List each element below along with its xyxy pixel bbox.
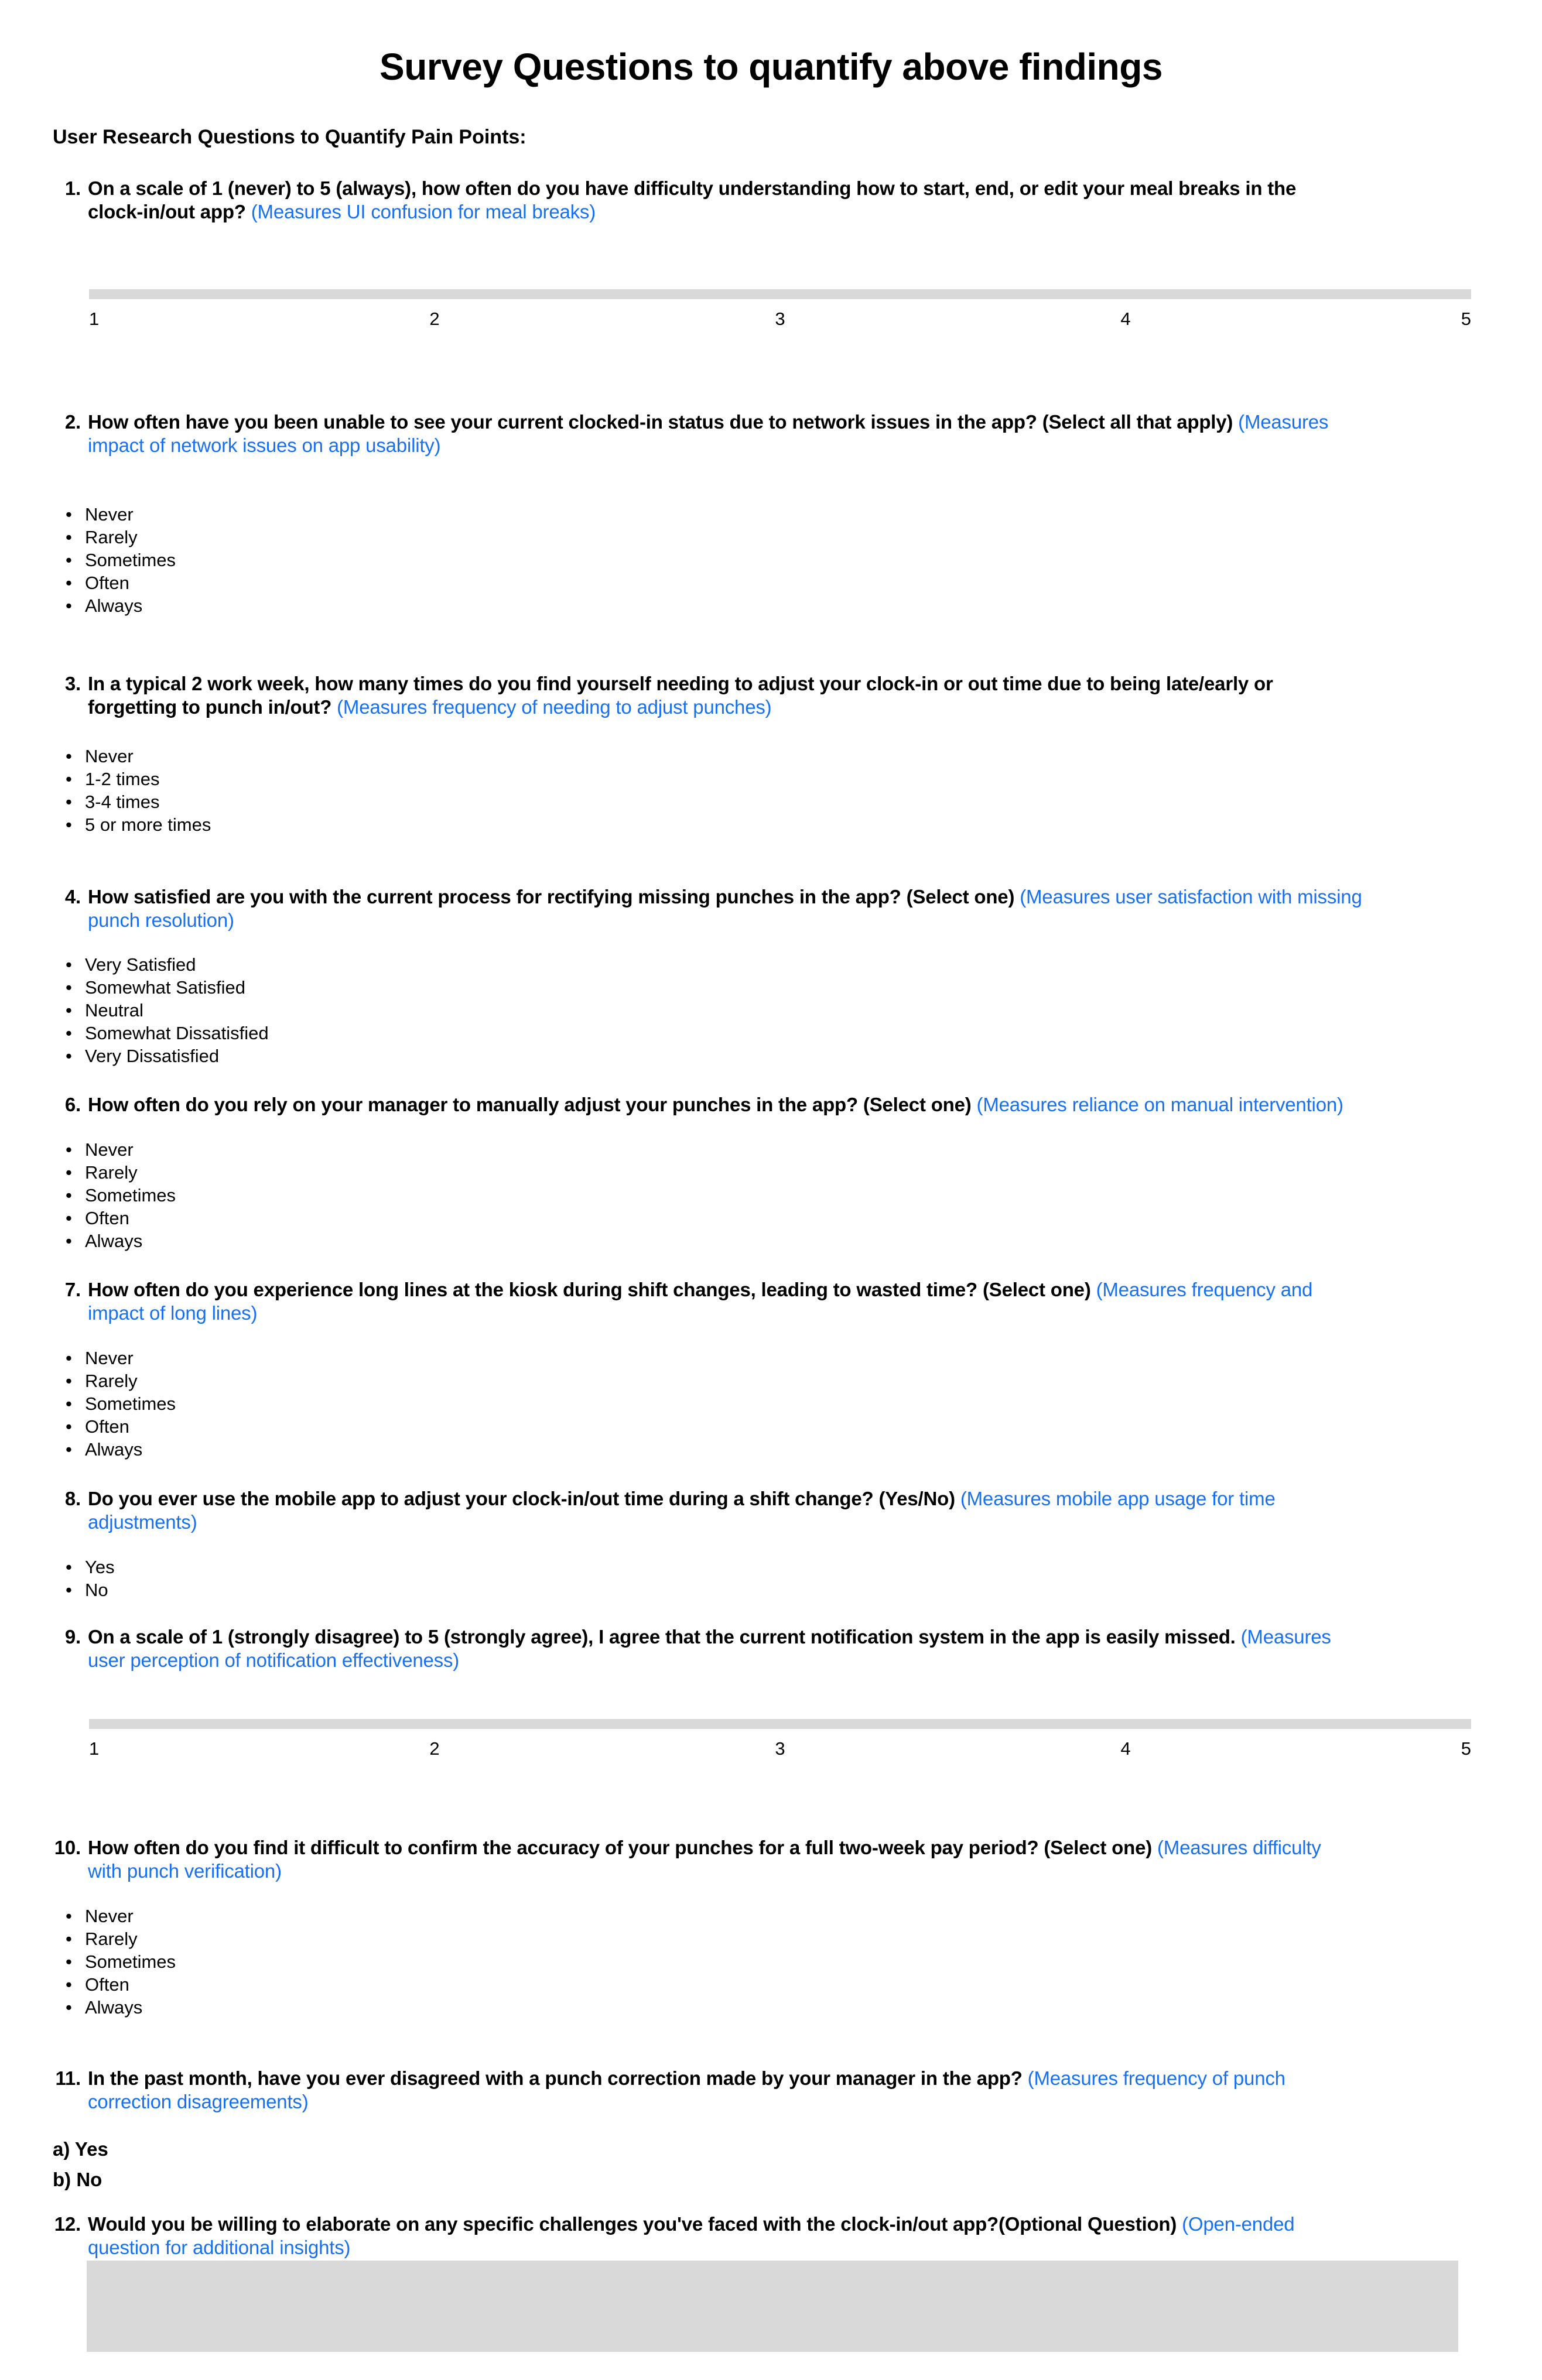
- scale-2: [89, 1719, 1471, 1759]
- question-text: How often have you been unable to see your current clocked-in status due to network issues in the app? (Select all that apply): [88, 411, 1239, 433]
- measure-note: punch resolution): [88, 909, 234, 931]
- option-item: • Somewhat Dissatisfied: [53, 1022, 1542, 1045]
- scale-1: [89, 289, 1471, 330]
- question-number: 9.: [64, 1626, 81, 1648]
- option-item: a) Yes: [53, 2138, 108, 2160]
- question-text: On a scale of 1 (strongly disagree) to 5 (strongly agree), I agree that the current notification system in the app is easily missed.: [88, 1626, 1241, 1648]
- question-text: In a typical 2 work week, how many times do you find yourself needing to adjust your clock-in or out time due to being late/early or: [88, 673, 1273, 694]
- option-item: • Often: [53, 1973, 1542, 1996]
- option-item: • Always: [53, 1996, 1542, 2019]
- option-item: • Neutral: [53, 999, 1542, 1022]
- question-line-1: [88, 885, 1488, 909]
- measure-note: (Measures user satisfaction with missing: [1020, 886, 1362, 908]
- question-line-2: [88, 2236, 1488, 2259]
- question-line-1: [88, 1278, 1488, 1302]
- option-item: • 5 or more times: [53, 813, 1542, 836]
- measure-note: question for additional insights): [88, 2237, 351, 2258]
- scale-label: 5: [1461, 1738, 1471, 1759]
- scale-slider-track[interactable]: [89, 1719, 1471, 1729]
- question-line-1: [88, 2067, 1488, 2090]
- question-line-2: [88, 1302, 1488, 1325]
- question-text: Would you be willing to elaborate on any specific challenges you've faced with the clock-in/out app?(Optional Question): [88, 2213, 1182, 2235]
- question-line-1: [88, 410, 1488, 434]
- question-block-8: [64, 1487, 1488, 1534]
- option-item: • Never: [53, 503, 1542, 526]
- question-number: 7.: [64, 1279, 81, 1300]
- measure-note: impact of network issues on app usability): [88, 434, 441, 456]
- question-block-7: [64, 1278, 1488, 1325]
- scale-label: 3: [775, 1738, 785, 1759]
- option-bullet-list: [53, 1905, 1542, 2019]
- option-item: • Sometimes: [53, 1950, 1542, 1973]
- option-item: • Yes: [53, 1556, 1542, 1578]
- question-block-2: [64, 410, 1488, 457]
- question-block-1: [64, 177, 1488, 224]
- question-number: 2.: [64, 411, 81, 433]
- measure-note: user perception of notification effectiveness): [88, 1649, 460, 1671]
- option-item: • Somewhat Satisfied: [53, 976, 1542, 999]
- question-text: How often do you experience long lines at the kiosk during shift changes, leading to wasted time? (Select one): [88, 1279, 1096, 1300]
- measure-note: with punch verification): [88, 1860, 282, 1882]
- measure-note: (Open-ended: [1182, 2213, 1295, 2235]
- question-line-2: [88, 1860, 1488, 1883]
- scale-labels: [89, 1738, 1471, 1759]
- option-item: • Rarely: [53, 1369, 1542, 1392]
- scale-label: 4: [1120, 309, 1131, 329]
- option-item: • Often: [53, 1207, 1542, 1230]
- measure-note: (Measures: [1240, 1626, 1331, 1648]
- question-line-2: [88, 2090, 1488, 2114]
- question-block-4: [64, 885, 1488, 932]
- scale-label: 2: [429, 1738, 440, 1759]
- question-text: How often do you find it difficult to confirm the accuracy of your punches for a full two-week pay period? (Select one): [88, 1837, 1157, 1858]
- question-line-1: [88, 2213, 1488, 2236]
- measure-note: (Measures reliance on manual intervention): [976, 1094, 1343, 1115]
- measure-note: (Measures frequency and: [1096, 1279, 1313, 1300]
- open-response-textarea[interactable]: [87, 2261, 1458, 2352]
- measure-note: impact of long lines): [88, 1302, 258, 1324]
- option-item: • 1-2 times: [53, 768, 1542, 790]
- option-bullet-list: [53, 1138, 1542, 1252]
- question-block-10: [54, 1836, 1488, 1883]
- question-number: 12.: [54, 2213, 81, 2235]
- question-line-1: [88, 177, 1488, 200]
- measure-note: (Measures difficulty: [1157, 1837, 1321, 1858]
- question-line-2: [88, 1649, 1488, 1672]
- question-line-1: [88, 672, 1488, 696]
- option-item: • Never: [53, 745, 1542, 768]
- question-text: On a scale of 1 (never) to 5 (always), how often do you have difficulty understanding how to start, end, or edit your meal breaks in the: [88, 177, 1297, 199]
- option-item: • Rarely: [53, 1161, 1542, 1184]
- page-title: Survey Questions to quantify above findings: [379, 46, 1163, 88]
- question-line-1: [88, 1625, 1488, 1649]
- doc-subtitle: User Research Questions to Quantify Pain Points:: [53, 126, 526, 148]
- scale-label: 5: [1461, 309, 1471, 329]
- option-item: • Never: [53, 1905, 1542, 1927]
- measure-note: (Measures frequency of needing to adjust punches): [337, 696, 772, 718]
- option-item: • Always: [53, 1438, 1542, 1461]
- question-line-1: [88, 1836, 1488, 1860]
- option-item: • Always: [53, 1230, 1542, 1252]
- question-block-9: [64, 1625, 1488, 1672]
- scale-label: 3: [775, 309, 785, 329]
- option-item: • Never: [53, 1138, 1542, 1161]
- question-line-2: [88, 1511, 1488, 1534]
- option-bullet-list: [53, 1347, 1542, 1461]
- measure-note: (Measures: [1238, 411, 1329, 433]
- measure-note: adjustments): [88, 1511, 197, 1533]
- question-number: 11.: [55, 2067, 81, 2089]
- option-item: • Rarely: [53, 1927, 1542, 1950]
- question-line-2: [88, 696, 1488, 719]
- question-number: 10.: [54, 1837, 81, 1858]
- question-text: Do you ever use the mobile app to adjust your clock-in/out time during a shift change? (Yes/No): [88, 1488, 960, 1509]
- option-item: b) No: [53, 2169, 102, 2190]
- question-block-11: [55, 2067, 1488, 2114]
- question-number: 8.: [64, 1488, 81, 1509]
- question-number: 3.: [64, 673, 81, 694]
- question-line-2: [88, 200, 1488, 224]
- option-item: • Never: [53, 1347, 1542, 1369]
- question-text: In the past month, have you ever disagreed with a punch correction made by your manager in the app?: [88, 2067, 1028, 2089]
- question-text: How often do you rely on your manager to manually adjust your punches in the app? (Select one): [88, 1094, 977, 1115]
- option-item: • Very Satisfied: [53, 953, 1542, 976]
- option-item: • Always: [53, 594, 1542, 617]
- option-item: • No: [53, 1578, 1542, 1601]
- question-block-3: [64, 672, 1488, 719]
- question-line-2: [88, 909, 1488, 932]
- scale-label: 4: [1120, 1738, 1131, 1759]
- option-bullet-list: [53, 745, 1542, 836]
- option-bullet-list: [53, 1556, 1542, 1601]
- option-item: • Sometimes: [53, 1184, 1542, 1207]
- option-item: • Often: [53, 571, 1542, 594]
- option-item: • Sometimes: [53, 549, 1542, 571]
- scale-labels: [89, 309, 1471, 330]
- question-number: 4.: [64, 886, 81, 908]
- option-item: • 3-4 times: [53, 790, 1542, 813]
- measure-note: (Measures frequency of punch: [1027, 2067, 1285, 2089]
- question-text: clock-in/out app?: [88, 201, 251, 222]
- question-block-12: [54, 2213, 1488, 2259]
- option-item: • Very Dissatisfied: [53, 1045, 1542, 1067]
- scale-label: 1: [89, 1738, 100, 1759]
- scale-label: 2: [429, 309, 440, 329]
- question-number: 6.: [64, 1094, 81, 1115]
- measure-note: correction disagreements): [88, 2091, 309, 2112]
- scale-slider-track[interactable]: [89, 289, 1471, 299]
- question-number: 1.: [64, 177, 81, 199]
- measure-note: (Measures UI confusion for meal breaks): [251, 201, 596, 222]
- lettered-option-list: [53, 2134, 1542, 2195]
- question-line-1: [88, 1093, 1488, 1117]
- option-item: • Often: [53, 1415, 1542, 1438]
- option-bullet-list: [53, 503, 1542, 617]
- measure-note: (Measures mobile app usage for time: [960, 1488, 1276, 1509]
- question-line-1: [88, 1487, 1488, 1511]
- option-bullet-list: [53, 953, 1542, 1067]
- option-item: • Rarely: [53, 526, 1542, 549]
- question-block-6: [64, 1093, 1488, 1117]
- scale-label: 1: [89, 309, 100, 329]
- question-text: How satisfied are you with the current process for rectifying missing punches in the app? (Select one): [88, 886, 1020, 908]
- question-line-2: [88, 434, 1488, 457]
- option-item: • Sometimes: [53, 1392, 1542, 1415]
- question-text: forgetting to punch in/out?: [88, 696, 337, 718]
